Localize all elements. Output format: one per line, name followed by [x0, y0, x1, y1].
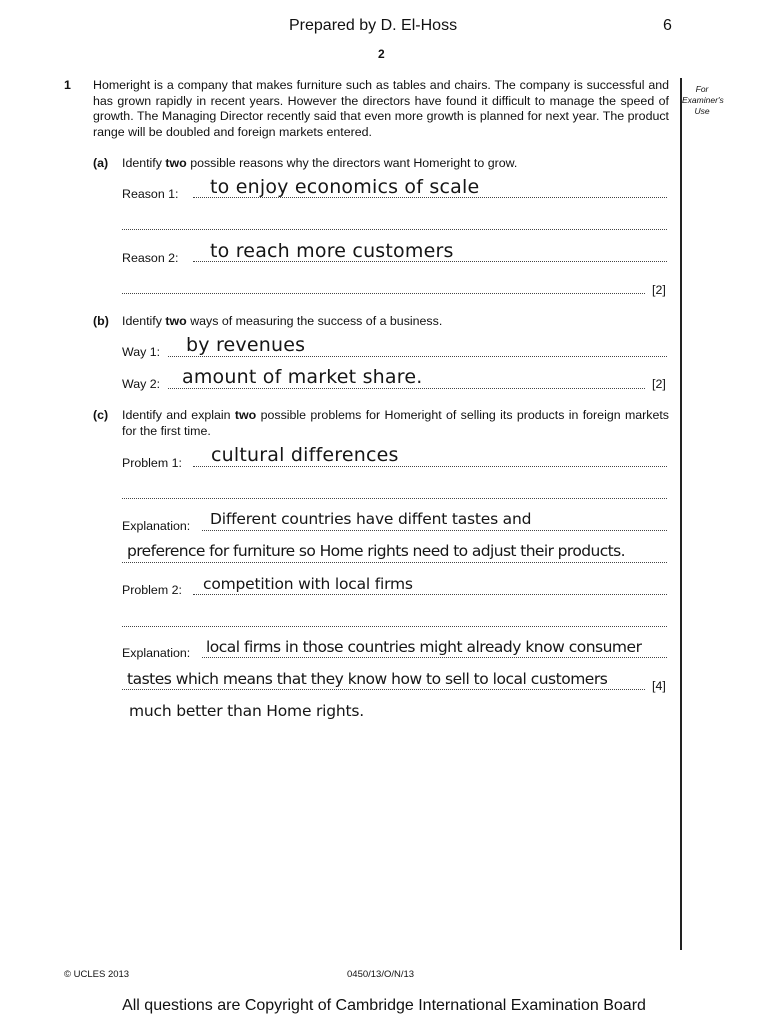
- prepared-by-header: Prepared by D. El-Hoss: [289, 17, 458, 34]
- explanation-1-continuation: preference for furniture so Home rights need to adjust their products.: [127, 542, 625, 560]
- problem-1-label: Problem 1:: [122, 456, 182, 470]
- way-2-line[interactable]: [168, 388, 645, 389]
- explanation-1-label: Explanation:: [122, 519, 191, 533]
- part-a-prompt: Identify two possible reasons why the directors want Homeright to grow.: [122, 156, 518, 170]
- explanation-1-line[interactable]: [202, 530, 667, 531]
- copyright-notice: All questions are Copyright of Cambridge International Examination Board: [122, 997, 646, 1014]
- examiner-use-label: For Examiner's Use: [682, 84, 724, 116]
- footer-ucles: © UCLES 2013: [64, 969, 130, 980]
- explanation-2-continuation-2: much better than Home rights.: [129, 702, 365, 720]
- part-a-label: (a): [93, 156, 109, 170]
- sheet-number: 6: [663, 17, 672, 34]
- problem-1-answer: cultural differences: [211, 444, 399, 466]
- part-b-prompt: Identify two ways of measuring the success of a business.: [122, 314, 443, 328]
- explanation-2-line-2[interactable]: [122, 689, 645, 690]
- problem-1-line[interactable]: [193, 466, 667, 467]
- examiner-margin-line: [680, 78, 682, 950]
- explanation-2-continuation: tastes which means that they know how to sell to local customers: [127, 670, 608, 688]
- reason-2-line-2[interactable]: [122, 293, 645, 294]
- reason-2-label: Reason 2:: [122, 251, 179, 265]
- way-2-answer: amount of market share.: [182, 366, 423, 388]
- explanation-2-label: Explanation:: [122, 646, 191, 660]
- problem-2-label: Problem 2:: [122, 583, 182, 597]
- reason-1-answer: to enjoy economics of scale: [210, 176, 480, 198]
- explanation-2-line[interactable]: [202, 657, 667, 658]
- footer-paper-code: 0450/13/O/N/13: [347, 969, 415, 980]
- page-number: 2: [378, 47, 385, 61]
- way-1-line[interactable]: [168, 356, 667, 357]
- part-a-marks: [2]: [652, 283, 666, 297]
- problem-2-line[interactable]: [193, 594, 667, 595]
- way-1-answer: by revenues: [186, 334, 306, 356]
- way-2-label: Way 2:: [122, 377, 161, 391]
- part-b-marks: [2]: [652, 377, 666, 391]
- question-number: 1: [64, 78, 71, 92]
- question-stem: Homeright is a company that makes furniture such as tables and chairs. The company is successful and has grown rapidly in recent years. However the directors have found it difficult to manage the speed of growth. The Managing Director recently said that even more growth is planned for next year. The product range will be doubled and foreign markets entered.: [93, 78, 669, 139]
- part-c-prompt: Identify and explain two possible problems for Homeright of selling its products in foreign markets for the first time.: [122, 408, 670, 438]
- problem-1-line-2[interactable]: [122, 498, 667, 499]
- reason-2-answer: to reach more customers: [210, 240, 454, 262]
- part-c-marks: [4]: [652, 679, 666, 693]
- reason-1-line-2[interactable]: [122, 229, 667, 230]
- explanation-2-answer: local firms in those countries might already know consumer: [206, 638, 642, 656]
- explanation-1-answer: Different countries have diffent tastes and: [210, 510, 532, 528]
- problem-2-answer: competition with local firms: [203, 575, 413, 593]
- part-c-label: (c): [93, 408, 109, 422]
- part-b-label: (b): [93, 314, 109, 328]
- way-1-label: Way 1:: [122, 345, 161, 359]
- problem-2-line-2[interactable]: [122, 626, 667, 627]
- reason-1-label: Reason 1:: [122, 187, 179, 201]
- explanation-1-line-2[interactable]: [122, 562, 667, 563]
